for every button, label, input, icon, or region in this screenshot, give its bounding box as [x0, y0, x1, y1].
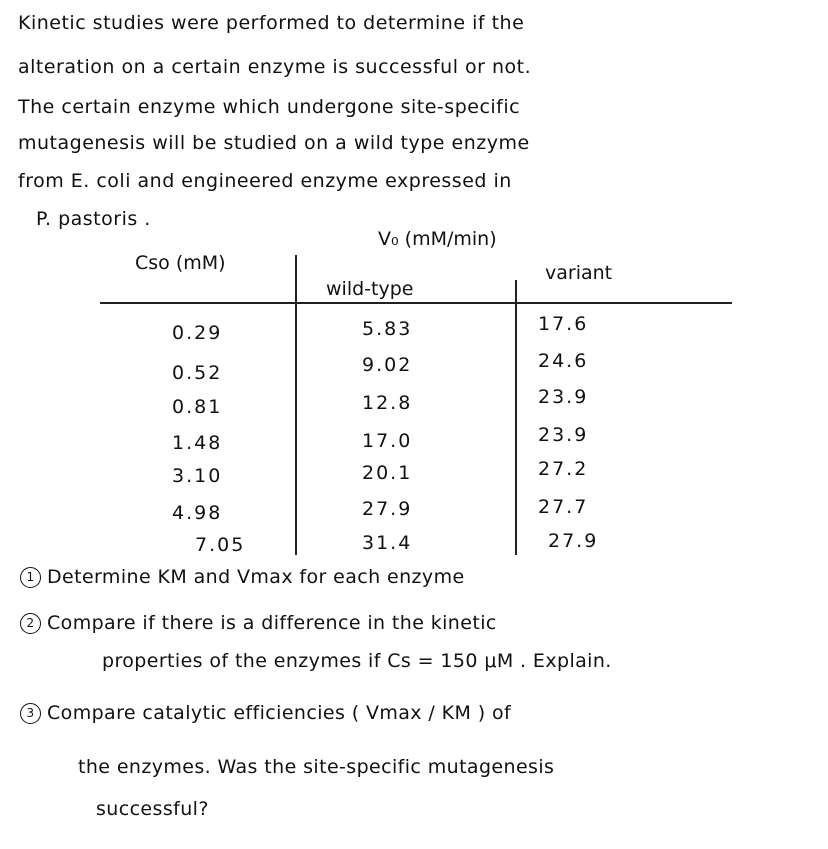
cell-var-row-6: 27.7 [538, 496, 589, 518]
cell-cs-row-5: 3.10 [172, 465, 223, 487]
cell-wt-row-6: 27.9 [362, 498, 413, 520]
table-column-divider-2 [515, 280, 517, 555]
question-3-text-1: Compare catalytic efficiencies ( Vmax / KM ) of [47, 702, 512, 724]
question-3-line-2: the enzymes. Was the site-specific mutagenesis [78, 756, 555, 778]
cell-cs-row-4: 1.48 [172, 432, 223, 454]
header-variant: variant [545, 262, 613, 284]
header-velocity: V₀ (mM/min) [378, 228, 497, 250]
cell-cs-row-3: 0.81 [172, 396, 223, 418]
table-column-divider-1 [295, 255, 297, 555]
cell-wt-row-7: 31.4 [362, 532, 413, 554]
question-3-number: 3 [20, 703, 41, 724]
question-2-number: 2 [20, 613, 41, 634]
cell-var-row-2: 24.6 [538, 350, 589, 372]
intro-line-3: The certain enzyme which undergone site-specific [18, 96, 521, 118]
cell-wt-row-3: 12.8 [362, 392, 413, 414]
header-substrate: Cso (mM) [135, 252, 226, 274]
cell-wt-row-4: 17.0 [362, 430, 413, 452]
intro-line-1: Kinetic studies were performed to determine if the [18, 12, 525, 34]
intro-line-2: alteration on a certain enzyme is successful or not. [18, 56, 532, 78]
question-3-line-1 [20, 702, 511, 724]
cell-wt-row-2: 9.02 [362, 354, 413, 376]
question-1-number: 1 [20, 567, 41, 588]
cell-var-row-3: 23.9 [538, 386, 589, 408]
cell-var-row-5: 27.2 [538, 458, 589, 480]
intro-line-5: from E. coli and engineered enzyme expressed in [18, 170, 512, 192]
table-header-rule [100, 302, 732, 304]
cell-wt-row-5: 20.1 [362, 462, 413, 484]
question-1 [20, 566, 465, 588]
cell-cs-row-1: 0.29 [172, 322, 223, 344]
question-3-line-3: successful? [96, 798, 209, 820]
question-1-text: Determine KM and Vmax for each enzyme [47, 566, 465, 588]
intro-line-4: mutagenesis will be studied on a wild type enzyme [18, 132, 530, 154]
cell-var-row-4: 23.9 [538, 424, 589, 446]
header-wild-type: wild-type [326, 278, 414, 300]
cell-var-row-7: 27.9 [548, 530, 599, 552]
cell-cs-row-6: 4.98 [172, 502, 223, 524]
intro-line-6: P. pastoris . [36, 208, 151, 230]
cell-cs-row-7: 7.05 [195, 534, 246, 556]
cell-var-row-1: 17.6 [538, 313, 589, 335]
question-2-text-1: Compare if there is a difference in the kinetic [47, 612, 497, 634]
question-2-line-1 [20, 612, 497, 634]
cell-wt-row-1: 5.83 [362, 318, 413, 340]
question-2-line-2: properties of the enzymes if Cs = 150 μM . Explain. [102, 650, 612, 672]
cell-cs-row-2: 0.52 [172, 362, 223, 384]
